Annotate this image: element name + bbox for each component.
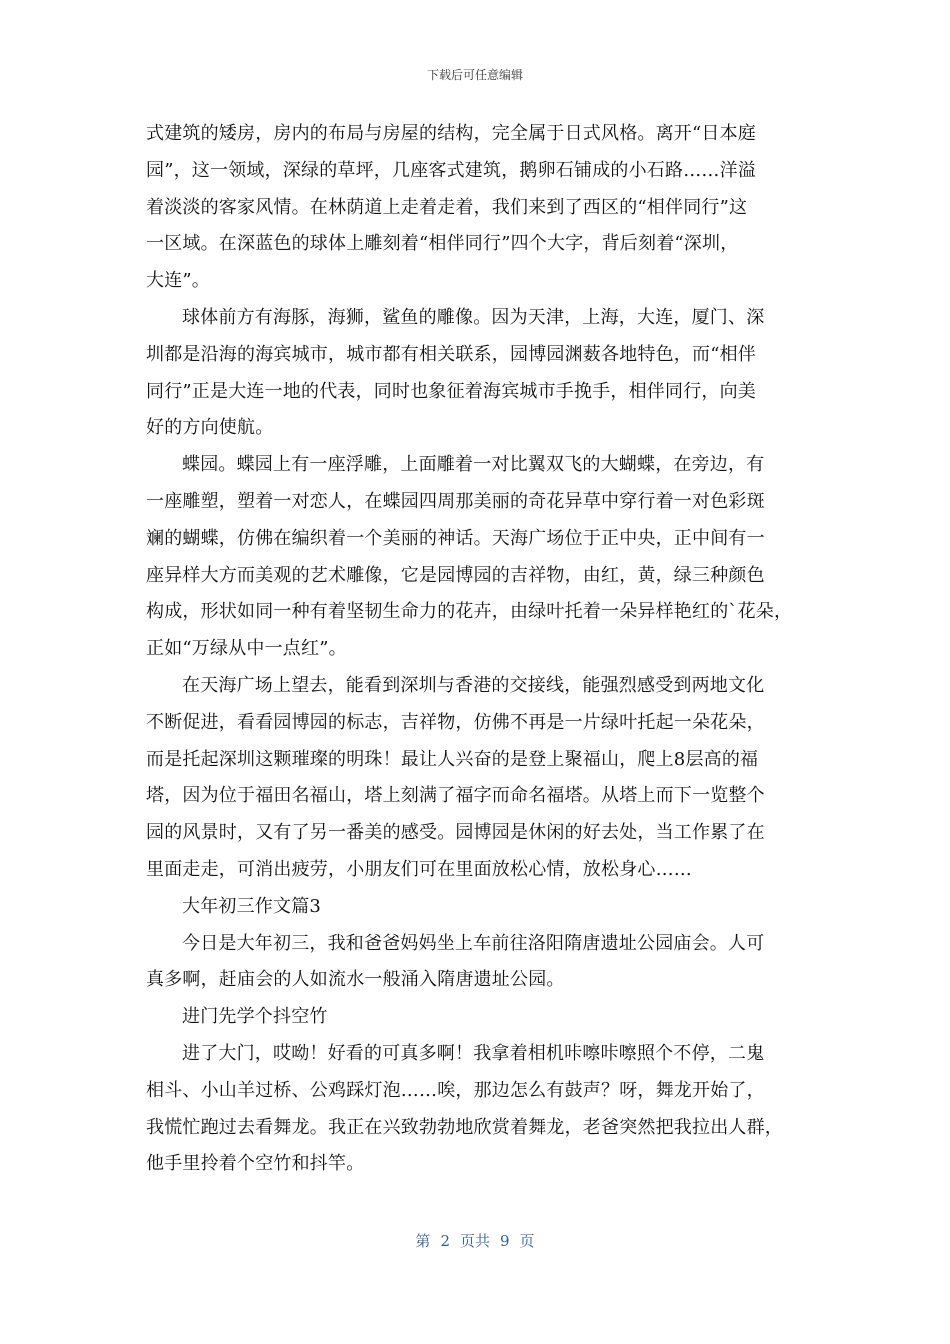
text-line: 斓的蝴蝶，仿佛在编织着一个美丽的神话。天海广场位于正中央，正中间有一 [146,527,765,549]
text-line: 塔，因为位于福田名福山，塔上刻满了福字而命名福塔。从塔上而下一览整个 [146,785,765,807]
text-line: 座异样大方而美观的艺术雕像，它是园博园的吉祥物，由红，黄，绿三种颜色 [146,564,765,586]
footer-total-pages: 9 [500,1232,510,1250]
page-header-note: 下载后可任意编辑 [426,68,523,82]
text-line: 一座雕塑，塑着一对恋人，在蝶园四周那美丽的奇花异草中穿行着一对色彩斑 [146,490,765,512]
text-line: 正如“万绿从中一点红”。 [146,638,347,660]
text-line: 好的方向使航。 [146,417,274,439]
text-line: 园”，这一领域，深绿的草坪，几座客式建筑，鹅卵石铺成的小石路……洋溢 [146,159,756,181]
text-line: 着淡淡的客家风情。在林荫道上走着走着，我们来到了西区的“相伴同行”这 [146,196,748,218]
text-line: 同行”正是大连一地的代表，同时也象征着海宾城市手挽手，相伴同行，向美 [146,380,756,402]
footer-page-number: 2 [440,1232,450,1250]
text-line: 我慌忙跑过去看舞龙。我正在兴致勃勃地欣赏着舞龙，老爸突然把我拉出人群， [146,1116,783,1138]
text-line: 构成，形状如同一种有着坚韧生命力的花卉，由绿叶托着一朵异样艳红的`花朵， [146,601,793,623]
text-line: 而是托起深圳这颗璀璨的明珠！最让人兴奋的是登上聚福山，爬上8层高的福 [146,748,759,770]
text-line: 进了大门，哎呦！好看的可真多啊！我拿着相机咔嚓咔嚓照个不停，二鬼 [182,1042,765,1064]
text-line: 大连”。 [146,270,211,292]
text-line: 在天海广场上望去，能看到深圳与香港的交接线，能强烈感受到两地文化 [182,674,765,696]
document-body [146,116,816,1183]
text-line: 大年初三作文篇3 [182,895,322,917]
page-footer [0,1230,950,1251]
footer-suffix: 页 [519,1232,535,1250]
text-line: 他手里拎着个空竹和抖竿。 [146,1153,365,1175]
footer-middle: 页共 [459,1232,490,1250]
text-line: 园的风景时，又有了另一番美的感受。园博园是休闲的好去处，当工作累了在 [146,822,765,844]
text-line: 蝶园。蝶园上有一座浮雕，上面雕着一对比翼双飞的大蝴蝶，在旁边，有 [182,454,765,476]
text-line: 圳都是沿海的海宾城市，城市都有相关联系，园博园渊薮各地特色，而“相伴 [146,343,756,365]
text-line: 球体前方有海豚，海狮，鲨鱼的雕像。因为天津，上海，大连，厦门、深 [182,306,765,328]
text-line: 相斗、小山羊过桥、公鸡踩灯泡……唉，那边怎么有鼓声？呀，舞龙开始了， [146,1079,765,1101]
text-line: 今日是大年初三，我和爸爸妈妈坐上车前往洛阳隋唐遗址公园庙会。人可 [182,932,765,954]
text-line: 进门先学个抖空竹 [182,1006,328,1028]
text-line: 式建筑的矮房，房内的布局与房屋的结构，完全属于日式风格。离开“日本庭 [146,123,756,144]
text-line: 真多啊，赶庙会的人如流水一般涌入隋唐遗址公园。 [146,969,565,991]
text-line: 一区域。在深蓝色的球体上雕刻着“相伴同行”四个大字，背后刻着“深圳， [146,233,739,255]
text-line: 不断促进，看看园博园的标志，吉祥物，仿佛不再是一片绿叶托起一朵花朵， [146,711,765,733]
text-line: 里面走走，可消出疲劳，小朋友们可在里面放松心情，放松身心…… [146,858,692,880]
footer-prefix: 第 [415,1232,431,1250]
